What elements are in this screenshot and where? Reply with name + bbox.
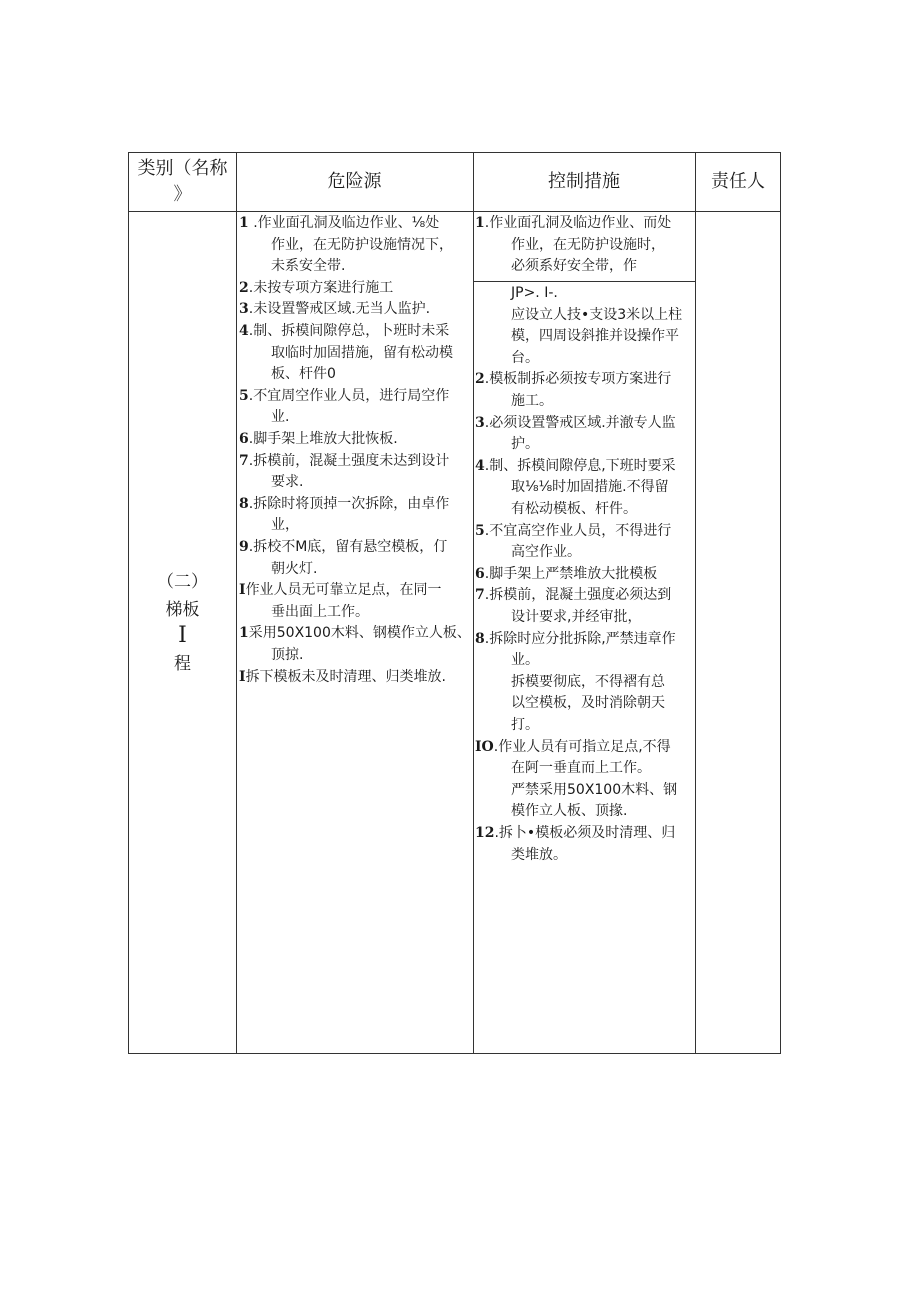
controls-top-line [475, 213, 671, 234]
controls-top-line [511, 235, 665, 256]
item-number: 6 [239, 431, 249, 447]
item-text: .拆除时将顶掉一次拆除，由卓作 [248, 495, 450, 512]
controls-line [511, 845, 567, 866]
controls-line [475, 737, 671, 758]
controls-line [475, 413, 676, 434]
item-text: .作业面孔洞及临边作业、⅛处 [248, 215, 440, 231]
item-text: 板、杆件0 [271, 366, 336, 383]
controls-line [475, 585, 671, 606]
hazards-line [239, 580, 442, 601]
item-text: .拆模前，混凝土强度必须达到 [484, 587, 672, 604]
hazards-line [239, 667, 446, 688]
item-number: 12 [475, 825, 495, 841]
hazards-line [239, 494, 449, 515]
item-text: 在阿一垂直而上工作。 [511, 760, 651, 777]
item-text: .必须设置警戒区域.并澈专人监 [484, 414, 676, 431]
item-number: 4 [239, 323, 249, 339]
item-text: 业， [271, 517, 299, 534]
item-text: 要求. [271, 474, 304, 491]
hazards-line [239, 623, 471, 644]
item-text: 护。 [511, 436, 539, 453]
item-number: 8 [239, 495, 249, 512]
item-text: 拆模要彻底，不得褶有总 [511, 673, 665, 690]
category-name3: 程 [174, 654, 191, 674]
item-text: 打。 [511, 717, 539, 733]
item-number: 1 [239, 625, 249, 642]
controls-line [511, 326, 679, 347]
item-text: .作业面孔洞及临边作业、而处 [484, 215, 672, 231]
hazards-line [271, 559, 317, 580]
item-text: 作业，在无防护设施情况下， [271, 236, 453, 253]
item-text: 业. [271, 409, 290, 426]
item-text: .拆除时应分批拆除,严禁违章作 [484, 630, 676, 647]
column-divider [473, 153, 474, 1053]
controls-line [475, 564, 657, 585]
item-number: 2 [239, 279, 249, 296]
hazards-line [271, 407, 289, 428]
controls-line [511, 758, 651, 779]
item-text: 以空模板，及时消除朝天 [511, 695, 665, 712]
controls-line [511, 391, 553, 412]
item-text: 类堆放。 [511, 846, 567, 863]
hazards-line [271, 472, 303, 493]
category-cell [129, 569, 236, 677]
item-number: 3 [475, 414, 485, 431]
controls-line [475, 456, 676, 477]
controls-line [511, 305, 682, 326]
controls-line [511, 499, 637, 520]
item-text: 顶掠. [271, 647, 304, 663]
item-text: .不宜周空作业人员，进行局空作 [248, 387, 450, 404]
hazards-line [271, 645, 303, 666]
header-owner: 责任人 [711, 171, 765, 192]
item-text: 严禁采用50X100木料、钢 [511, 781, 678, 798]
item-text: .不宜高空作业人员，不得进行 [484, 522, 672, 539]
hazards-line [271, 602, 369, 623]
hazards-line [271, 235, 453, 256]
item-text: .脚手架上严禁堆放大批模板 [484, 565, 658, 582]
controls-line [511, 348, 539, 369]
controls-line [475, 629, 676, 650]
controls-line [511, 283, 558, 304]
item-text: .制、拆模间隙停息,下班时要采 [484, 457, 676, 474]
item-number: 4 [475, 457, 485, 474]
hazards-line [239, 537, 447, 558]
item-text: 垂出面上工作。 [271, 603, 369, 620]
column-divider [695, 153, 696, 1053]
item-text: 业。 [511, 652, 539, 669]
item-text: .未按专项方案进行施工 [248, 279, 394, 296]
controls-top-line [511, 256, 637, 277]
controls-line [475, 369, 671, 390]
header-control: 控制措施 [548, 171, 620, 192]
item-text: 取⅛⅛时加固措施.不得留 [511, 479, 669, 496]
item-number: 3 [239, 301, 249, 318]
item-text: .作业人员有可指立足点,不得 [493, 738, 671, 755]
item-text: JP>. I-. [511, 285, 558, 301]
controls-line [475, 823, 675, 844]
item-text: 作业人员无可靠立足点，在同一 [245, 582, 442, 599]
item-text: .脚手架上堆放大批恢板. [248, 431, 398, 447]
controls-line [511, 715, 539, 736]
item-number: 2 [475, 371, 485, 388]
control-inner-divider [473, 281, 695, 282]
item-text: 高空作业。 [511, 544, 581, 561]
hazards-line [239, 451, 449, 472]
hazards-line [271, 256, 345, 277]
item-text: 有松动模板、杆件。 [511, 501, 637, 517]
item-number: 5 [239, 387, 249, 404]
item-number: 8 [475, 630, 485, 647]
item-text: .模板制拆必须按专项方案进行 [484, 371, 672, 388]
item-number: IO [475, 738, 494, 755]
controls-line [511, 607, 641, 628]
hazards-line [239, 299, 430, 320]
item-text: 模，四周设斜推并设操作平 [511, 328, 679, 345]
item-text: 朝火灯. [271, 560, 318, 577]
item-text: .拆校不M底，留有悬空模板，仃 [248, 539, 448, 555]
header-category-line2: 》 [173, 184, 192, 205]
item-text: 施工。 [511, 393, 553, 409]
item-number: 6 [475, 565, 485, 582]
header-hazard: 危险源 [327, 171, 382, 192]
controls-line [511, 801, 627, 822]
hazard-control-table [128, 152, 781, 1054]
item-text: 必须系好安全带，作 [511, 258, 637, 275]
hazards-line [239, 429, 398, 450]
item-text: 模作立人板、顶掾. [511, 803, 628, 820]
item-number: 7 [475, 587, 485, 604]
item-number: 7 [239, 452, 249, 469]
hazards-line [239, 386, 449, 407]
item-number: 5 [475, 522, 485, 539]
item-number: 1 [475, 215, 485, 231]
item-number: I [239, 582, 246, 599]
item-text: .拆卜•模板必须及时清理、归 [494, 825, 676, 841]
hazards-line [239, 278, 393, 299]
header-category-line1: 类别（名称 [137, 158, 228, 179]
header-category [129, 156, 236, 208]
hazards-line [271, 343, 453, 364]
item-text: 应设立人技•支设3米以上柱 [511, 306, 683, 323]
controls-line [511, 780, 677, 801]
controls-line [511, 542, 581, 563]
category-name2: I [178, 623, 187, 648]
controls-line [511, 477, 669, 498]
item-text: 作业，在无防护设施时， [511, 236, 665, 253]
item-text: .拆模前，混凝土强度未达到设计 [248, 452, 450, 469]
category-name1: 梯板 [165, 600, 200, 620]
item-text: 取临时加固措施，留有松动模 [271, 344, 453, 361]
hazards-line [271, 364, 336, 385]
item-text: 拆下模板未及时清理、归类堆放. [245, 668, 447, 685]
column-divider [236, 153, 237, 1053]
controls-line [511, 650, 539, 671]
item-text: 采用50X100木料、钢模作立人板、 [248, 625, 471, 642]
hazards-line [239, 321, 449, 342]
item-text: 台。 [511, 349, 539, 366]
item-text: .制、拆模间隙停总，卜班时未采 [248, 323, 450, 339]
controls-line [511, 672, 665, 693]
controls-line [475, 521, 671, 542]
item-text: 设计要求,并经审批， [511, 609, 642, 625]
item-text: .未设置警戒区域.无当人监护. [248, 301, 431, 318]
controls-line [511, 434, 539, 455]
item-number: 1 [239, 215, 249, 231]
category-paren: （二） [157, 572, 208, 592]
controls-line [511, 693, 665, 714]
hazards-line [271, 515, 299, 536]
item-text: 未系安全带. [271, 258, 346, 275]
item-number: I [239, 668, 246, 685]
item-number: 9 [239, 539, 249, 555]
hazards-line [239, 213, 439, 234]
header-divider [129, 211, 780, 212]
